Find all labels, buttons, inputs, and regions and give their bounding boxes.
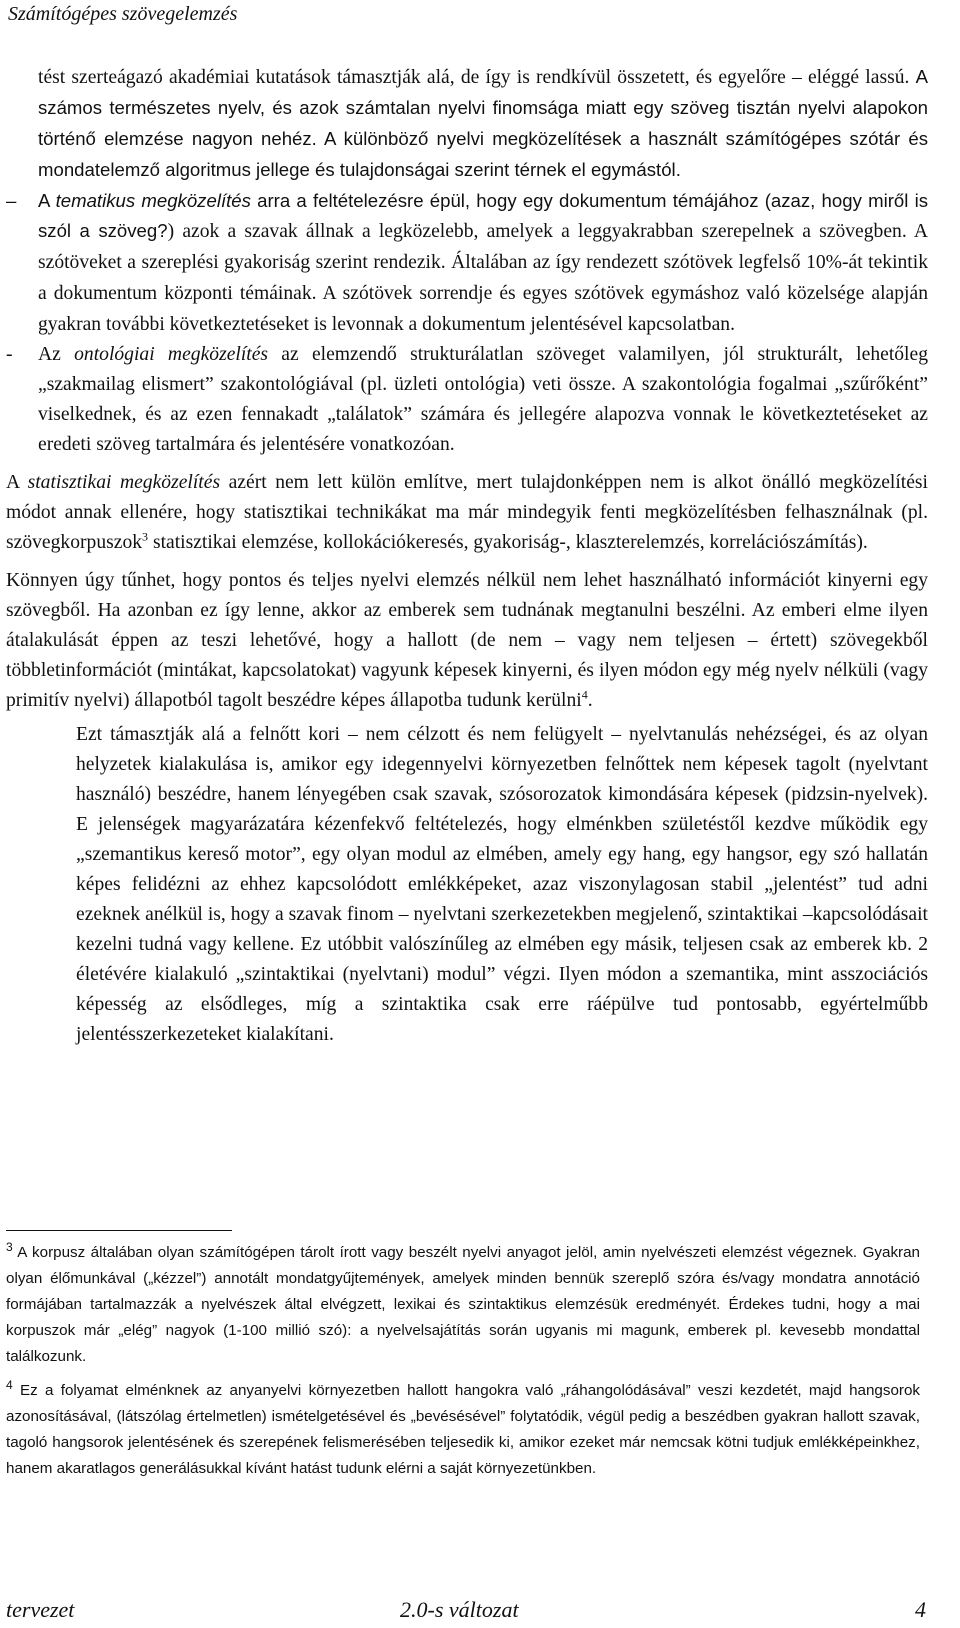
footnote-text: Ez a folyamat elménknek az anyanyelvi környezetben hallott hangokra való „ráhangolódásával” veszi kezdetét, majd hangsorok azonosításával, (látszólag értelmetlen) ismételgetésével és „bevésésével” folytatódik, végül pedig a beszédben gyakran hallott szavak, tagoló hangsorok jelentésének és szerepének felismerésében teljesedik ki, amikor ezeket már nemcsak kötni tudjuk emlékképeinkhez, hanem akaratlagos generálásukkal kívánt hatást tudunk elérni a saját környezetünkben. — [6, 1382, 920, 1477]
term-statisztikai: statisztikai megközelítés — [27, 472, 221, 493]
list-item-text-serif: ) azok a szavak állnak a legközelebb, amelyek a leggyakrabban szerepelnek a szövegben. A szótöveket a szereplési gyakoriság szerint rendezik. Általában az így rendezett szótövek legfelső 10%-át tekintik a dokumentum központi témáinak. A szótövek sorrendje és egyes szótövek egymáshoz való közelsége alapján gyakran további következtetéseket is levonnak a dokumentum jelentésével kapcsolatban. — [38, 221, 928, 335]
footnote-4 — [6, 1378, 920, 1482]
list-item-lead: A — [38, 190, 56, 211]
paragraph-lead: A — [6, 472, 28, 493]
footer-status: tervezet — [6, 1597, 75, 1622]
list-item-ontologiai — [6, 340, 928, 460]
list-item-text-sans: arra a feltételezésre épül, hogy egy dokumentum témájához (azaz, hogy miről is szól a szöveg? — [38, 190, 929, 241]
list-item-lead: Az — [38, 344, 75, 365]
main-text — [6, 62, 928, 1050]
language-paragraph — [6, 566, 928, 716]
list-dash: - — [6, 344, 13, 365]
footnote-number: 3 — [6, 1239, 13, 1254]
paragraph-text: Könnyen úgy tűnhet, hogy pontos és teljes nyelvi elemzés nélkül nem lehet használható információt kinyerni egy szövegből. Ha azonban ez így lenne, akkor az emberek sem tudnának megtanulni beszélni. Az emberi elme ilyen átalakulását éppen az teszi lehetővé, hogy a hallott (de nem – vagy nem teljesen – értett) szövegekből többletinformációt (mintákat, kapcsolatokat) vagyunk képesek kinyerni, és ilyen módon egy még nyelv nélküli (vagy primitív nyelvi) állapotból tagolt beszédre képes állapotba tudunk kerülni — [6, 570, 928, 711]
paragraph-end: . — [587, 690, 593, 711]
footnote-ref-3[interactable]: 3 — [142, 529, 149, 544]
footnote-3 — [6, 1240, 920, 1370]
indented-paragraph: Ezt támasztják alá a felnőtt kori – nem célzott és nem felügyelt – nyelvtanulás nehézségei, és az olyan helyzetek kialakulása is, amikor egy idegennyelvi környezetben felnőttek nem képesek tagolt (nyelvtant használó) beszédre, hanem lényegében csak szavak, szósorozatok kimondására képesek (pidzsin-nyelvek). E jelenségek magyarázatára kézenfekvő feltételezés, hogy elménkben születéstől kezdve működik egy „szemantikus kereső motor”, egy olyan modul az elmében, amely egy hang, egy hangsor, egy szó hallatán képes felidézni az ehhez kapcsolódott emlékképeket, azaz viszonylagosan stabil „jelentést” tud adni ezeknek anélkül is, hogy a szavak finom – nyelvtani szerkezetekben megjelenő, szintaktikai –kapcsolódásait kezelni tudná vagy kellene. Ez utóbbit valószínűleg az elmében egy másik, teljesen csak az emberek kb. 2 életévére kialakuló „szintaktikai (nyelvtani) modul” végzi. Ilyen módon a szemantika, mint asszociációs képesség az elsődleges, míg a szintaktika csak erre ráépülve tud pontosabb, egyértelműbb jelentésszerkezeteket kialakítani. — [76, 724, 928, 1045]
footnote-number: 4 — [6, 1377, 13, 1392]
footnotes — [6, 1240, 920, 1482]
intro-text-serif: tést szerteágazó akadémiai kutatások támasztják alá, de így is rendkívül összetett, és egyelőre – eléggé lassú. — [38, 67, 916, 88]
list-item-text: az elemzendő strukturálatlan szöveget valamilyen, jól strukturált, lehetőleg „szakmailag elismert” szakontológiával (pl. üzleti ontológia) veti össze. A szakontológia fogalmai „szűrőként” viselkednek, és az ezen fennakadt „találatok” számára és jellegére alapozva vonnak le következtetéseket az eredeti szöveg tartalmára és jelentésére vonatkozóan. — [38, 344, 928, 455]
term-tematikus: tematikus megközelítés — [55, 190, 251, 211]
page-footer — [6, 1596, 926, 1626]
intro-paragraph — [6, 62, 928, 186]
running-header-title: Számítógépes szövegelemzés — [8, 3, 238, 25]
paragraph-text: azért nem lett külön említve, mert tulajdonképpen nem is alkot önálló megközelítési módot annak ellenére, hogy statisztikai technikákat ma már mindegyik fenti megközelítésben felhasználnak (pl. szövegkorpuszok — [6, 472, 929, 553]
paragraph-text-end: statisztikai elemzése, kollokációkeresés, gyakoriság-, klaszterelemzés, korrelációszámítás). — [148, 532, 868, 553]
footnote-separator — [6, 1230, 232, 1231]
page-number: 4 — [915, 1597, 926, 1622]
statistical-paragraph — [6, 468, 928, 558]
term-ontologiai: ontológiai megközelítés — [74, 344, 269, 365]
footnote-ref-4[interactable]: 4 — [581, 687, 588, 702]
intro-text-sans: A számos természetes nyelv, és azok számtalan nyelvi finomsága miatt egy szöveg tisztán nyelvi alapokon történő elemzése nagyon nehéz. A különböző nyelvi megközelítések a használt számítógépes szótár és mondatelemző algoritmus jellege és tulajdonságai szerint térnek el egymástól. — [38, 66, 928, 180]
list-item-tematikus — [6, 186, 928, 340]
footnote-text: A korpusz általában olyan számítógépen tárolt írott vagy beszélt nyelvi anyagot jelöl, amin nyelvészeti elemzést végeznek. Gyakran olyan élőmunkával („kézzel”) annotált mondatgyűjtemények, amelyek minden bennük szereplő szóra és/vagy mondatra annotáció formájában tartalmazzák a nyelvészek által elvégzett, lexikai és szintaktikus elemzésük eredményét. Érdekes tudni, hogy a mai korpuszok már „elég” nagyok (1-100 millió szó): a nyelvelsajátítás során ugyanis mi magunk, emberek pl. kevesebb mondattal találkozunk. — [6, 1244, 920, 1365]
list-dash: – — [6, 190, 17, 211]
footer-version: 2.0-s változat — [400, 1597, 519, 1622]
